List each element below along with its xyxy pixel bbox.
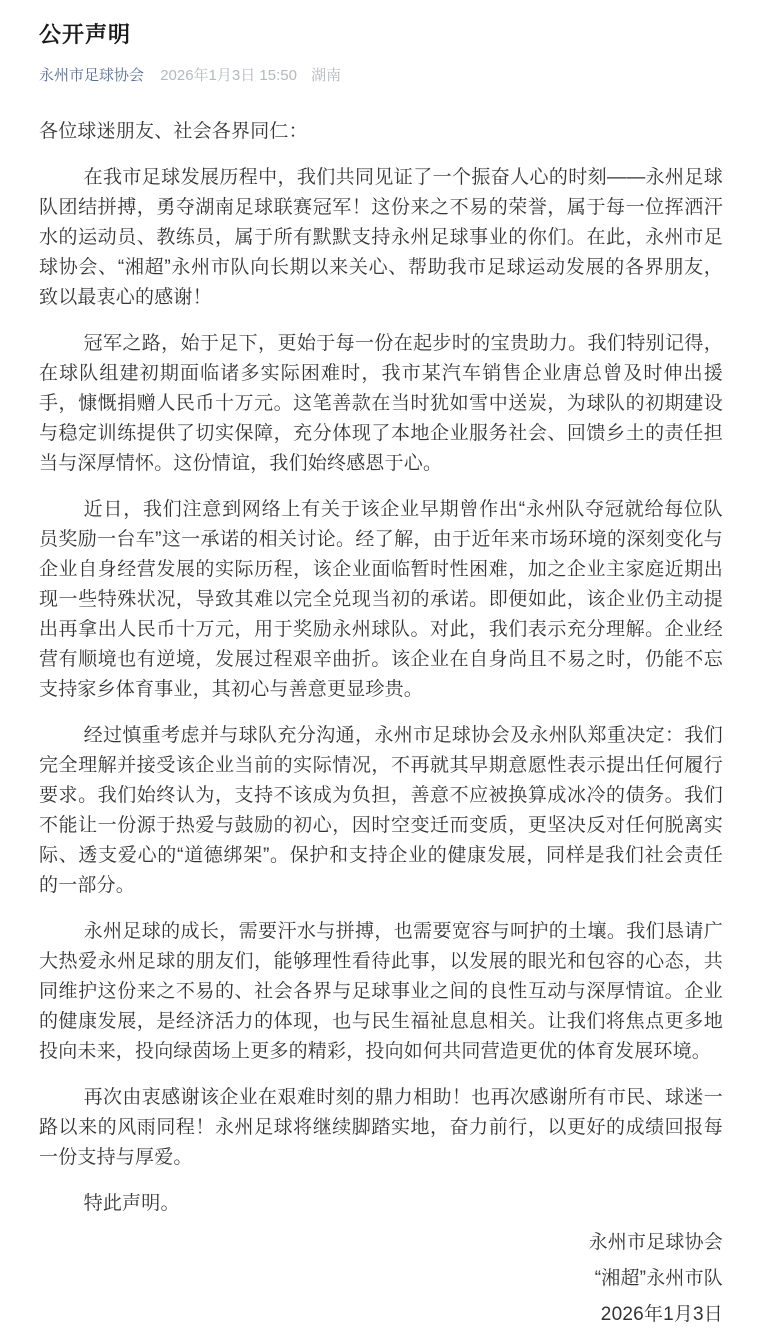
byline xyxy=(39,65,723,86)
paragraph-2: 冠军之路，始于足下，更始于每一份在起步时的宝贵助力。我们特别记得，在球队组建初期面临诸多实际困难时，我市某汽车销售企业唐总曾及时伸出援手，慷慨捐赠人民币十万元。这笔善款在当时犹如雪中送炭，为球队的初期建设与稳定训练提供了切实保障，充分体现了本地企业服务社会、回馈乡土的责任担当与深厚情怀。这份情谊，我们始终感恩于心。 xyxy=(39,332,723,474)
paragraph-6: 再次由衷感谢该企业在艰难时刻的鼎力相助！也再次感谢所有市民、球迷一路以来的风雨同程！永州足球将继续脚踏实地，奋力前行，以更好的成绩回报每一份支持与厚爱。 xyxy=(39,1086,723,1168)
signature-org: 永州市足球协会 xyxy=(588,1231,723,1253)
article-title: 公开声明 xyxy=(39,22,132,47)
paragraph-5: 永州足球的成长，需要汗水与拼搏，也需要宽容与呵护的土壤。我们恳请广大热爱永州足球的朋友们，能够理性看待此事，以发展的眼光和包容的心态，共同维护这份来之不易的、社会各界与足球事业之间的良性互动与深厚情谊。企业的健康发展，是经济活力的体现，也与民生福祉息息相关。让我们将焦点更多地投向未来，投向绿茵场上更多的精彩，投向如何共同营造更优的体育发展环境。 xyxy=(39,920,723,1062)
paragraph-4: 经过慎重考虑并与球队充分沟通，永州市足球协会及永州队郑重决定：我们完全理解并接受该企业当前的实际情况，不再就其早期意愿性表示提出任何履行要求。我们始终认为，支持不该成为负担，善意不应被换算成冰冷的债务。我们不能让一份源于热爱与鼓励的初心，因时空变迁而变质，更坚决反对任何脱离实际、透支爱心的“道德绑架”。保护和支持企业的健康发展，同样是我们社会责任的一部分。 xyxy=(39,724,723,896)
article-body xyxy=(39,117,723,1333)
paragraph-3: 近日，我们注意到网络上有关于该企业早期曾作出“永州队夺冠就给每位队员奖励一台车”这一承诺的相关讨论。经了解，由于近年来市场环境的深刻变化与企业自身经营发展的实际历程，该企业面临暂时性困难，加之企业主家庭近期出现一些特殊状况，导致其难以完全兑现当初的承诺。即便如此，该企业仍主动提出再拿出人民币十万元，用于奖励永州球队。对此，我们表示充分理解。企业经营有顺境也有逆境，发展过程艰辛曲折。该企业在自身尚且不易之时，仍能不忘支持家乡体育事业，其初心与善意更显珍贵。 xyxy=(39,498,723,700)
closing-line: 特此声明。 xyxy=(83,1192,180,1214)
paragraph-1: 在我市足球发展历程中，我们共同见证了一个振奋人心的时刻——永州足球队团结拼搏，勇夺湖南足球联赛冠军！这份来之不易的荣誉，属于每一位挥洒汗水的运动员、教练员，属于所有默默支持永州足球事业的你们。在此，永州市足球协会、“湘超”永州市队向长期以来关心、帮助我市足球运动发展的各界朋友，致以最衷心的感谢！ xyxy=(39,166,723,308)
publish-datetime: 2026年1月3日 15:50 xyxy=(160,66,297,84)
publish-location: 湖南 xyxy=(311,66,342,84)
signature-team: “湘超”永州市队 xyxy=(594,1267,723,1289)
salutation-line: 各位球迷朋友、社会各界同仁： xyxy=(39,120,308,142)
signature-date: 2026年1月3日 xyxy=(600,1303,723,1325)
account-name-link[interactable]: 永州市足球协会 xyxy=(39,66,145,84)
signature-block xyxy=(39,1225,723,1333)
